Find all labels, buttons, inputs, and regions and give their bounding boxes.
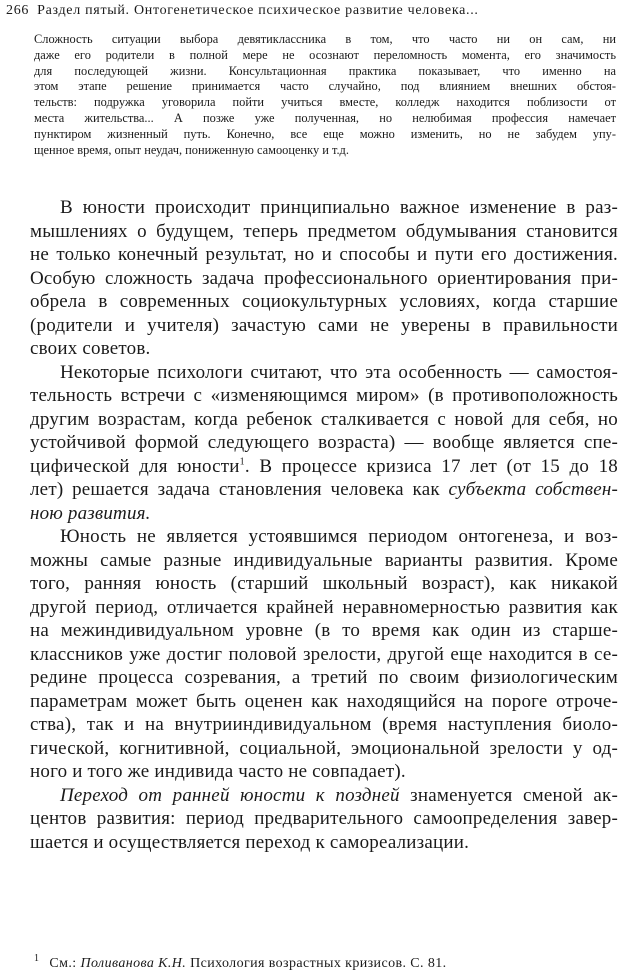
footnote: [34, 953, 594, 972]
example-line: этом этапе решение принимается часто случайно, под влиянием внешних обстоя-: [34, 79, 616, 94]
example-line: Сложность ситуации выбора девятиклассника в том, что часто ни он сам, ни: [34, 32, 616, 46]
example-line: тельств: подружка уговорила пойти учиться вместе, колледж находится поблизости от: [34, 95, 616, 110]
text-fragment: цифической для юности: [30, 455, 240, 477]
italic-term: субъекта собствен-: [448, 479, 618, 500]
italic-term: ною развития.: [30, 502, 151, 524]
footnote-mark: 1: [34, 953, 40, 964]
paragraph-4: [30, 784, 618, 855]
text-fragment: знаменуется сменой ак-: [399, 784, 618, 806]
paragraph-1: [30, 196, 618, 361]
text-line: своих советов.: [30, 338, 151, 359]
text-line: Юность не является устоявшимся периодом онтогенеза, и воз-: [60, 526, 618, 547]
page-number: 266: [6, 3, 30, 18]
footnote-source: Психология возрастных кризисов. С. 81.: [186, 956, 447, 971]
text-line: [30, 478, 618, 502]
running-title: Раздел пятый. Онтогенетическое психическое развитие человека...: [37, 3, 479, 18]
text-line: на межиндивидуальном уровне (в то время как один из старше-: [30, 620, 618, 641]
text-line: [30, 455, 618, 479]
example-line: пунктиром жизненный путь. Конечно, все еще можно изменить, но не забудем упу-: [34, 126, 616, 141]
text-line: редине процесса созревания, а третий по своим физиологическим: [30, 667, 618, 688]
text-line: можны самые разные индивидуальные варианты развития. Кроме: [30, 549, 618, 571]
text-line: В юности происходит принципиально важное изменение в раз-: [60, 197, 618, 218]
text-line: обрела в современных социокультурных условиях, когда старшие: [30, 291, 618, 312]
text-line: другим возрастам, когда ребенок сталкивается с новой для себя, но: [30, 408, 618, 430]
text-line: ного и того же индивида часто не совпадает).: [30, 761, 406, 782]
italic-term: Переход от ранней юности к поздней: [60, 784, 400, 806]
text-line: гической, когнитивной, социальной, эмоциональной зрелости у од-: [30, 737, 618, 759]
footnote-author: Поливанова К.Н.: [80, 956, 187, 971]
paragraph-2: [30, 361, 618, 526]
main-text: [30, 196, 618, 854]
example-block: [34, 32, 616, 158]
text-line: ства), так и на внутрииндивидуальном (время наступления биоло-: [30, 714, 618, 735]
text-line: классников уже достиг половой зрелости, другой еще находится в се-: [30, 643, 618, 665]
text-line: Некоторые психологи считают, что эта особенность — самостоя-: [60, 361, 618, 383]
text-line: не только конечный результат, но и способы и пути его достижения.: [30, 244, 618, 265]
text-line: Особую сложность задача профессионального ориентирования при-: [30, 267, 618, 289]
text-line: центов развития: период предварительного самоопределения завер-: [30, 808, 618, 829]
footnote-prefix: См.:: [49, 956, 81, 971]
footnote-reference: 1: [239, 456, 245, 468]
text-line: устойчивой формой следующего возраста) — вообще является спе-: [30, 432, 618, 453]
example-line: даже его родители в полной мере не осознают переломность момента, его значимость: [34, 47, 616, 62]
paragraph-3: [30, 525, 618, 784]
running-header: [6, 2, 606, 20]
text-line: другой период, отличается крайней неравномерностью развития как: [30, 596, 618, 618]
example-line: щенное время, опыт неудач, пониженную самооценку и т.д.: [34, 142, 349, 157]
text-line: параметрам может быть оценен как находящийся на пороге отроче-: [30, 690, 618, 712]
text-line: шается и осуществляется переход к самореализации.: [30, 831, 470, 853]
text-line: [30, 784, 618, 808]
text-fragment: . В процессе кризиса 17 лет (от 15 до 18: [244, 455, 618, 477]
text-line: [30, 502, 618, 526]
text-fragment: лет) решается задача становления человека как: [30, 479, 449, 500]
text-line: (родители и учителя) зачастую сами не уверены в правильности: [30, 314, 618, 336]
example-line: для последующей жизни. Консультационная практика показывает, что именно на: [34, 63, 616, 78]
example-line: места жительства... А позже уже полученная, но нелюбимая профессия намечает: [34, 110, 616, 125]
text-line: мышлениях о будущем, теперь предметом обдумывания становится: [30, 220, 618, 242]
text-line: того, ранняя юность (старший школьный возраст), как никакой: [30, 573, 618, 594]
text-line: тельность встречи с «изменяющимся миром» (в противоположность: [30, 385, 618, 406]
